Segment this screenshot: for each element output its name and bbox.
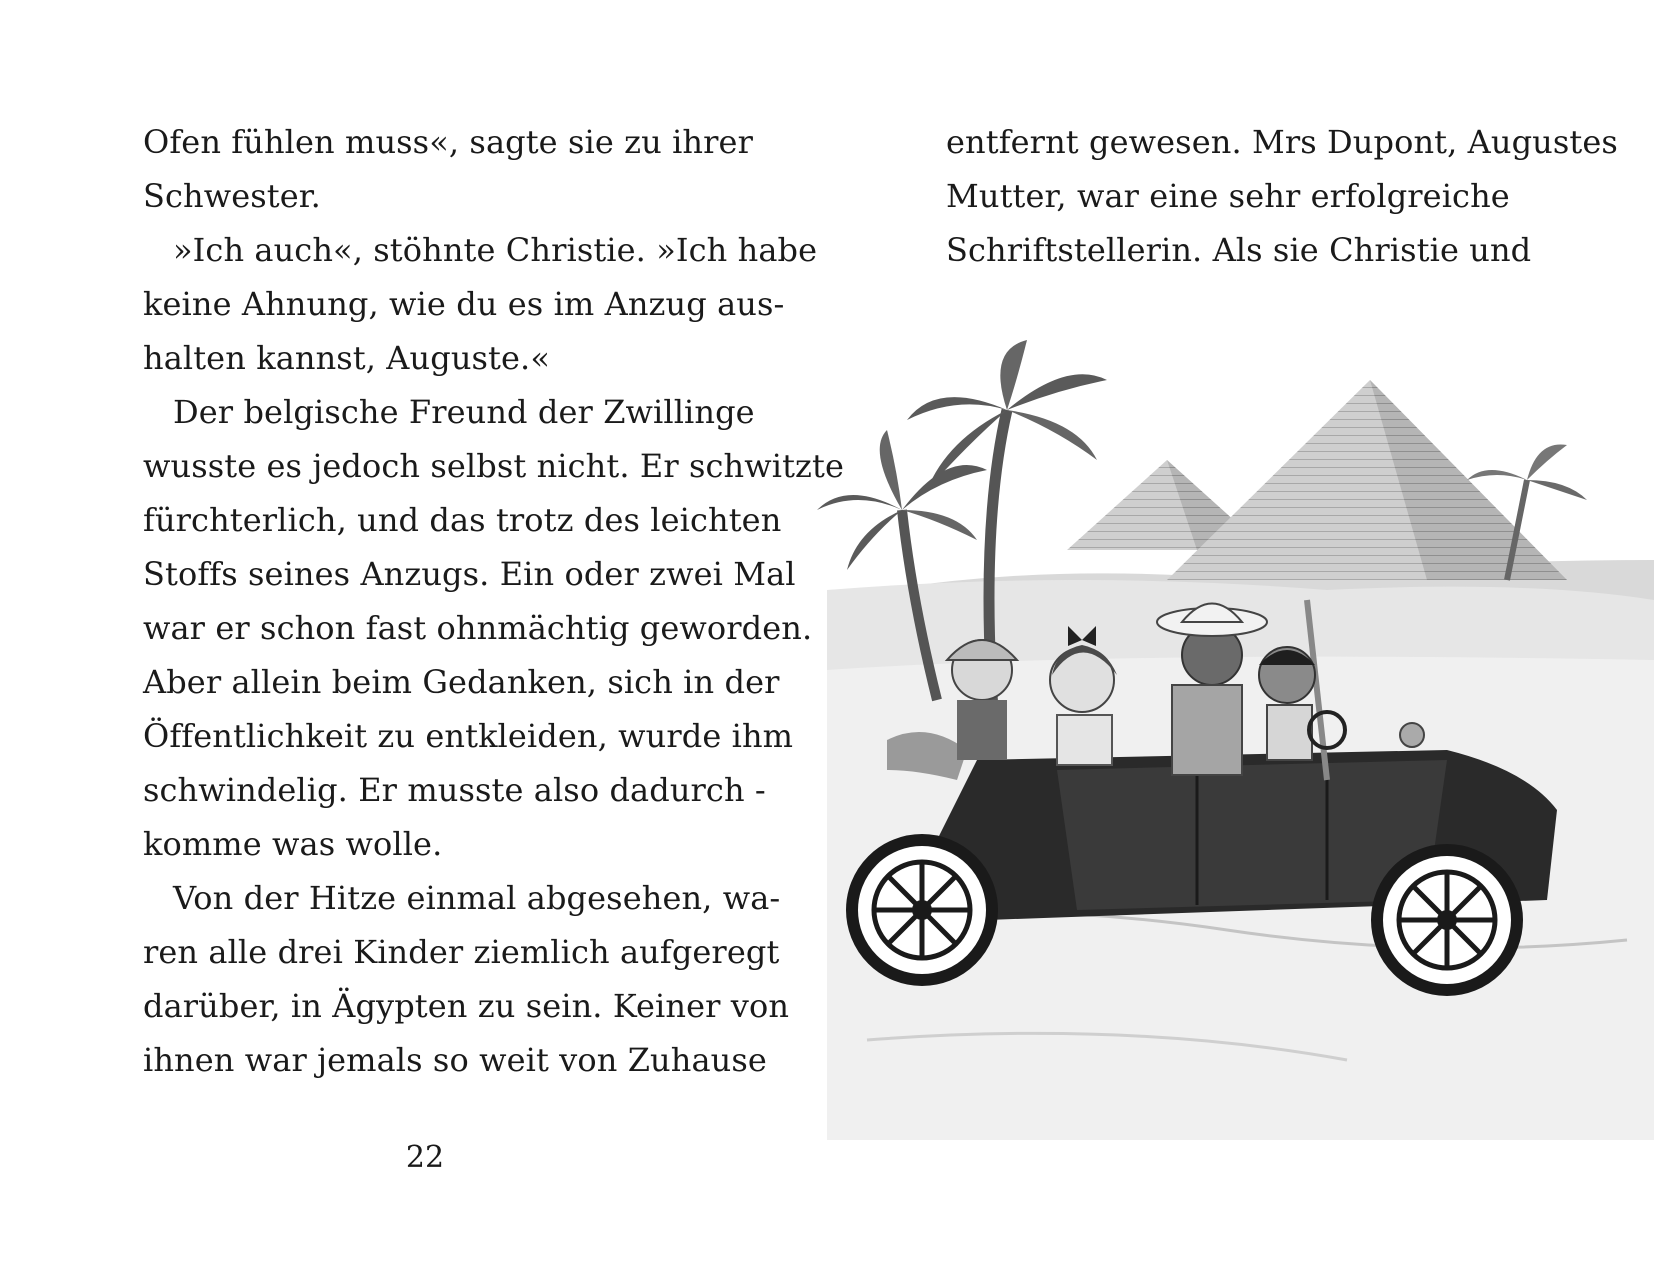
text-line: wusste es jedoch selbst nicht. Er schwitzte <box>143 447 844 485</box>
text-line <box>143 115 753 169</box>
passenger-boy-back <box>947 640 1017 760</box>
text-line-content: Ofen fühlen muss«, sagte sie zu ihrer <box>143 123 753 161</box>
car-wheel-rear <box>852 840 992 980</box>
page-number: 22 <box>405 1140 445 1175</box>
text-line: schwindelig. Er musste also dadurch - <box>143 771 766 809</box>
right-page-text <box>946 115 1618 277</box>
text-line: entfernt gewesen. Mrs Dupont, Augustes <box>946 123 1618 161</box>
text-line: ren alle drei Kinder ziemlich aufgeregt <box>143 933 780 971</box>
text-line: war er schon fast ohnmächtig geworden. <box>143 609 813 647</box>
text-line: »Ich auch«, stöhnte Christie. »Ich habe <box>173 231 818 269</box>
text-line: Stoffs seines Anzugs. Ein oder zwei Mal <box>143 555 796 593</box>
text-line: ihnen war jemals so weit von Zuhause <box>143 1041 767 1079</box>
text-line: fürchterlich, und das trotz des leichten <box>143 501 782 539</box>
text-line: halten kannst, Auguste.« <box>143 339 550 377</box>
text-line: Der belgische Freund der Zwillinge <box>173 393 755 431</box>
illustration <box>827 340 1654 1140</box>
pyramid-large <box>1167 380 1567 580</box>
text-line: Schriftstellerin. Als sie Christie und <box>946 231 1532 269</box>
left-page-text <box>143 115 844 1087</box>
text-line: Aber allein beim Gedanken, sich in der <box>143 663 780 701</box>
text-line: Schwester. <box>143 177 321 215</box>
text-line: Öffentlichkeit zu entkleiden, wurde ihm <box>143 717 794 755</box>
text-line: komme was wolle. <box>143 825 443 863</box>
car-wheel-front <box>1377 850 1517 990</box>
text-line: darüber, in Ägypten zu sein. Keiner von <box>143 987 790 1025</box>
text-line: Mutter, war eine sehr erfolgreiche <box>946 177 1510 215</box>
text-line: Von der Hitze einmal abgesehen, wa- <box>173 879 781 917</box>
text-line: keine Ahnung, wie du es im Anzug aus- <box>143 285 785 323</box>
right-page <box>827 0 1654 1270</box>
